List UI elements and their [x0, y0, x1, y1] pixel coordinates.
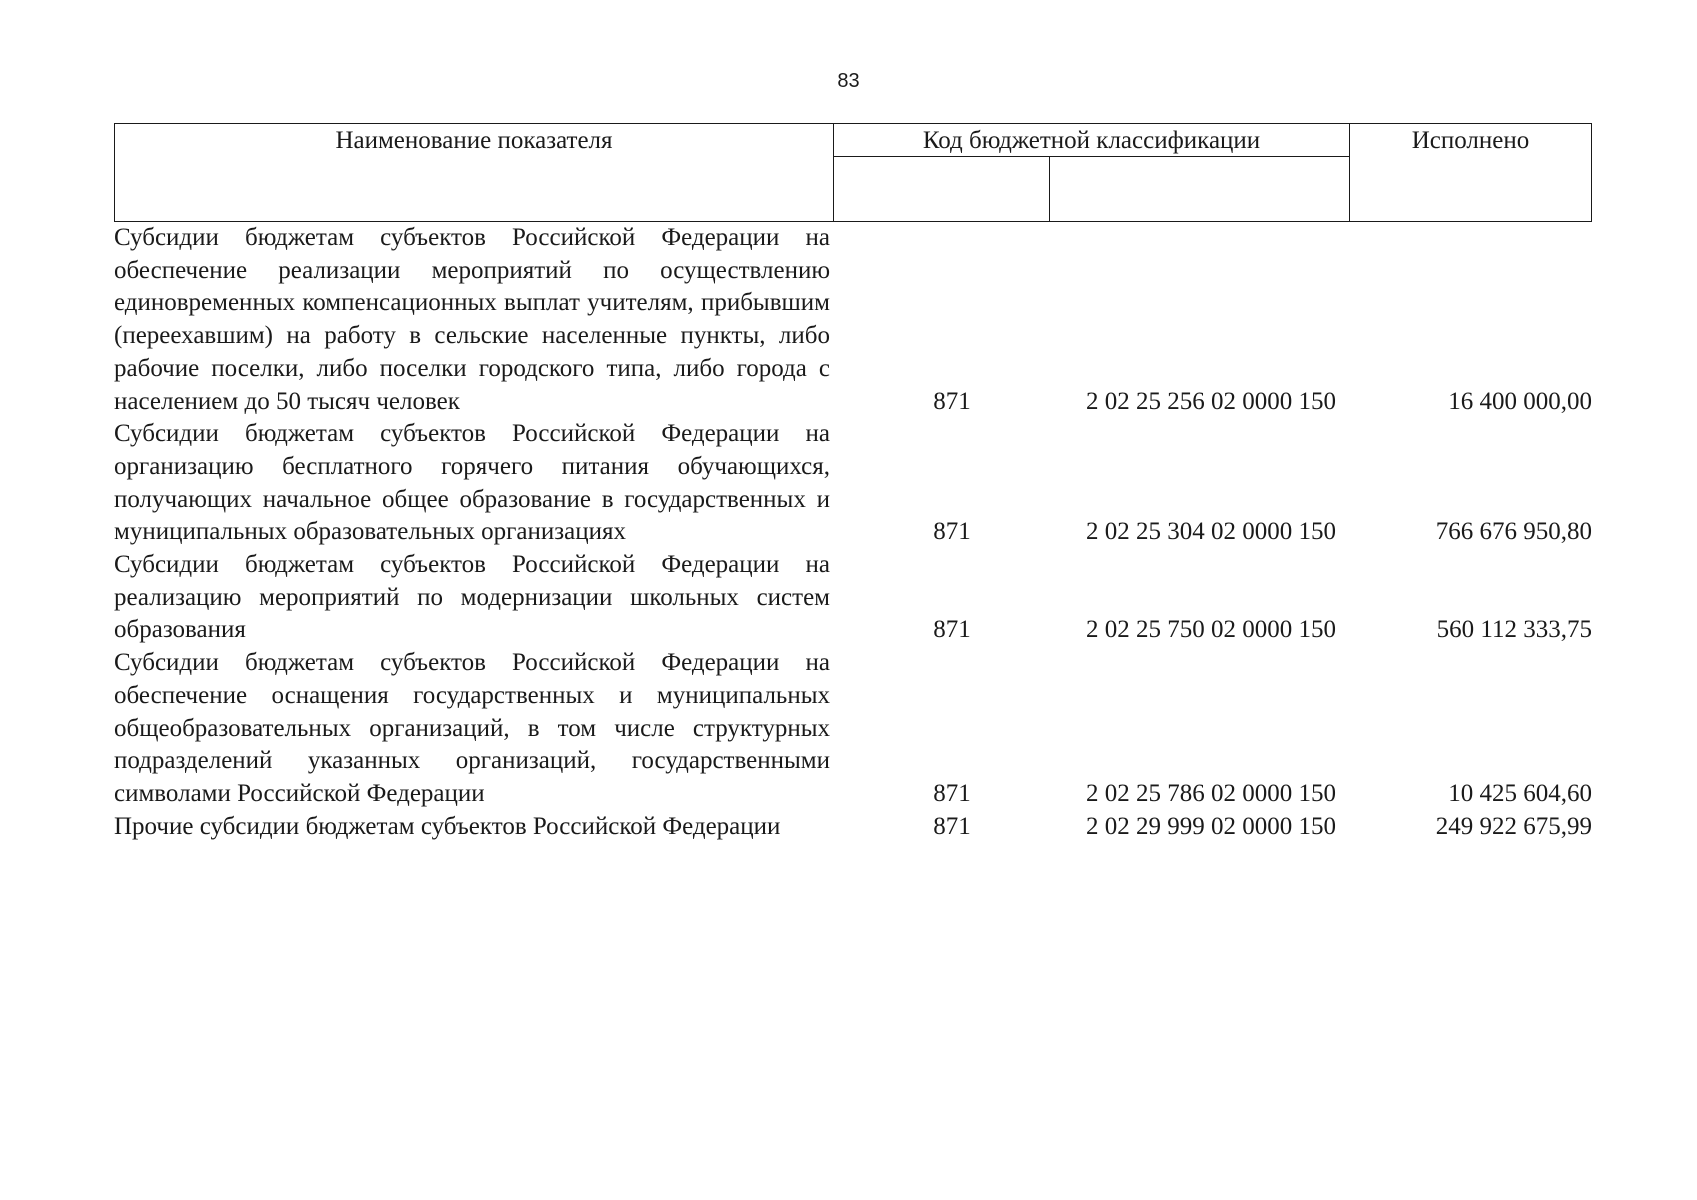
row-amount: 249 922 675,99: [1435, 812, 1592, 840]
column-header-name: Наименование показателя: [335, 127, 613, 154]
table-body: [114, 222, 1592, 843]
row-name: Субсидии бюджетам субъектов Российской Федерации на реализацию мероприятий по модернизации школьных систем образования: [114, 551, 830, 644]
row-amount: 10 425 604,60: [1448, 779, 1592, 807]
row-admin-code: 871: [933, 779, 971, 807]
row-admin-code: 871: [933, 387, 971, 415]
row-budget-code: 2 02 25 256 02 0000 150: [1086, 387, 1336, 415]
row-name: Субсидии бюджетам субъектов Российской Федерации на обеспечение оснащения государственных и муниципальных общеобразовательных организаций, в том числе структурных подразделений указанных организаций, государственными символами Российской Федерации: [114, 649, 830, 807]
row-name: Субсидии бюджетам субъектов Российской Федерации на обеспечение реализации мероприятий по осуществлению единовременных компенсационных выплат учителям, прибывшим (переехавшим) на работу в сельские населенные пункты, либо рабочие поселки, либо поселки городского типа, либо города с населением до 50 тысяч человек: [114, 224, 830, 415]
row-admin-code: 871: [933, 518, 971, 546]
row-name: Субсидии бюджетам субъектов Российской Федерации на организацию бесплатного горячего питания обучающихся, получающих начальное общее образование в государственных и муниципальных образовательных организациях: [114, 420, 830, 546]
row-budget-code: 2 02 25 750 02 0000 150: [1086, 616, 1336, 644]
row-budget-code: 2 02 25 786 02 0000 150: [1086, 779, 1336, 807]
column-header-code-divider: [1049, 157, 1050, 221]
row-amount: 766 676 950,80: [1435, 518, 1592, 546]
row-budget-code: 2 02 25 304 02 0000 150: [1086, 518, 1336, 546]
table-row: [114, 549, 1592, 647]
row-admin-code: 871: [933, 616, 971, 644]
row-amount: 16 400 000,00: [1448, 387, 1592, 415]
table-row: [114, 811, 1592, 844]
column-header-executed: Исполнено: [1349, 124, 1591, 221]
row-admin-code: 871: [933, 812, 971, 840]
page-number: 83: [837, 70, 860, 92]
table-header: [114, 123, 1592, 222]
row-amount: 560 112 333,75: [1436, 616, 1592, 644]
row-budget-code: 2 02 29 999 02 0000 150: [1086, 812, 1336, 840]
table-row: [114, 647, 1592, 811]
column-header-code-group: [833, 124, 1349, 221]
table-row: [114, 222, 1592, 418]
column-header-code-title: Код бюджетной классификации: [834, 124, 1349, 157]
table-row: [114, 418, 1592, 549]
row-name: Прочие субсидии бюджетам субъектов Российской Федерации: [114, 812, 781, 840]
